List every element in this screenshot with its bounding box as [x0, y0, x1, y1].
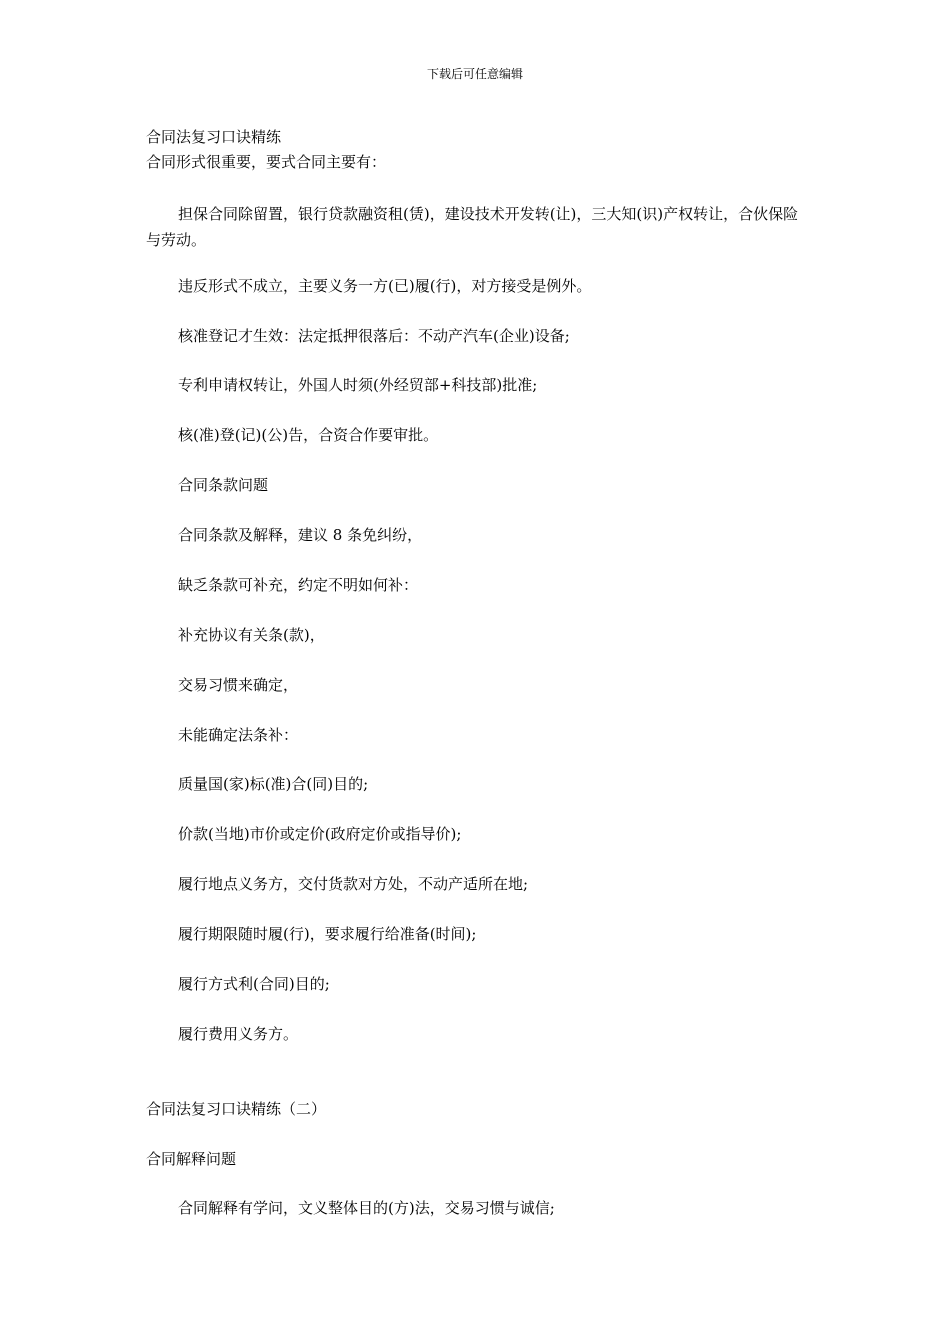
paragraph: 价款(当地)市价或定价(政府定价或指导价);: [178, 825, 462, 843]
section-subtitle: 合同解释问题: [146, 1150, 237, 1168]
paragraph: 履行方式利(合同)目的;: [178, 975, 330, 993]
section-subtitle: 合同形式很重要，要式合同主要有：: [146, 153, 387, 171]
paragraph: 未能确定法条补：: [178, 726, 299, 744]
section-title: 合同法复习口诀精练（二）: [146, 1100, 327, 1118]
paragraph: 补充协议有关条(款)，: [178, 626, 325, 644]
page-header: 下载后可任意编辑: [426, 67, 523, 81]
paragraph: 专利申请权转让，外国人时须(外经贸部+科技部)批准;: [178, 376, 538, 394]
paragraph: 履行地点义务方，交付货款对方处，不动产适所在地;: [178, 875, 529, 893]
paragraph: 核准登记才生效：法定抵押很落后：不动产汽车(企业)设备;: [178, 327, 570, 345]
subheading: 合同条款问题: [178, 476, 269, 494]
paragraph: 合同解释有学问，文义整体目的(方)法，交易习惯与诚信;: [178, 1199, 555, 1217]
section-title: 合同法复习口诀精练: [146, 128, 282, 146]
paragraph: 交易习惯来确定，: [178, 676, 299, 694]
paragraph: 违反形式不成立，主要义务一方(已)履(行)，对方接受是例外。: [178, 277, 592, 295]
paragraph: 缺乏条款可补充，约定不明如何补：: [178, 576, 419, 594]
paragraph: 合同条款及解释，建议 8 条免纠纷，: [178, 526, 423, 544]
paragraph: 核(准)登(记)(公)告，合资合作要审批。: [178, 426, 439, 444]
paragraph: 担保合同除留置，银行贷款融资租(赁)，建设技术开发转(让)，三大知(识)产权转让，合伙保险与劳动。: [146, 205, 799, 249]
paragraph: 履行费用义务方。: [178, 1025, 299, 1043]
paragraph: 质量国(家)标(准)合(同)目的;: [178, 775, 369, 793]
paragraph: 履行期限随时履(行)，要求履行给准备(时间);: [178, 925, 477, 943]
